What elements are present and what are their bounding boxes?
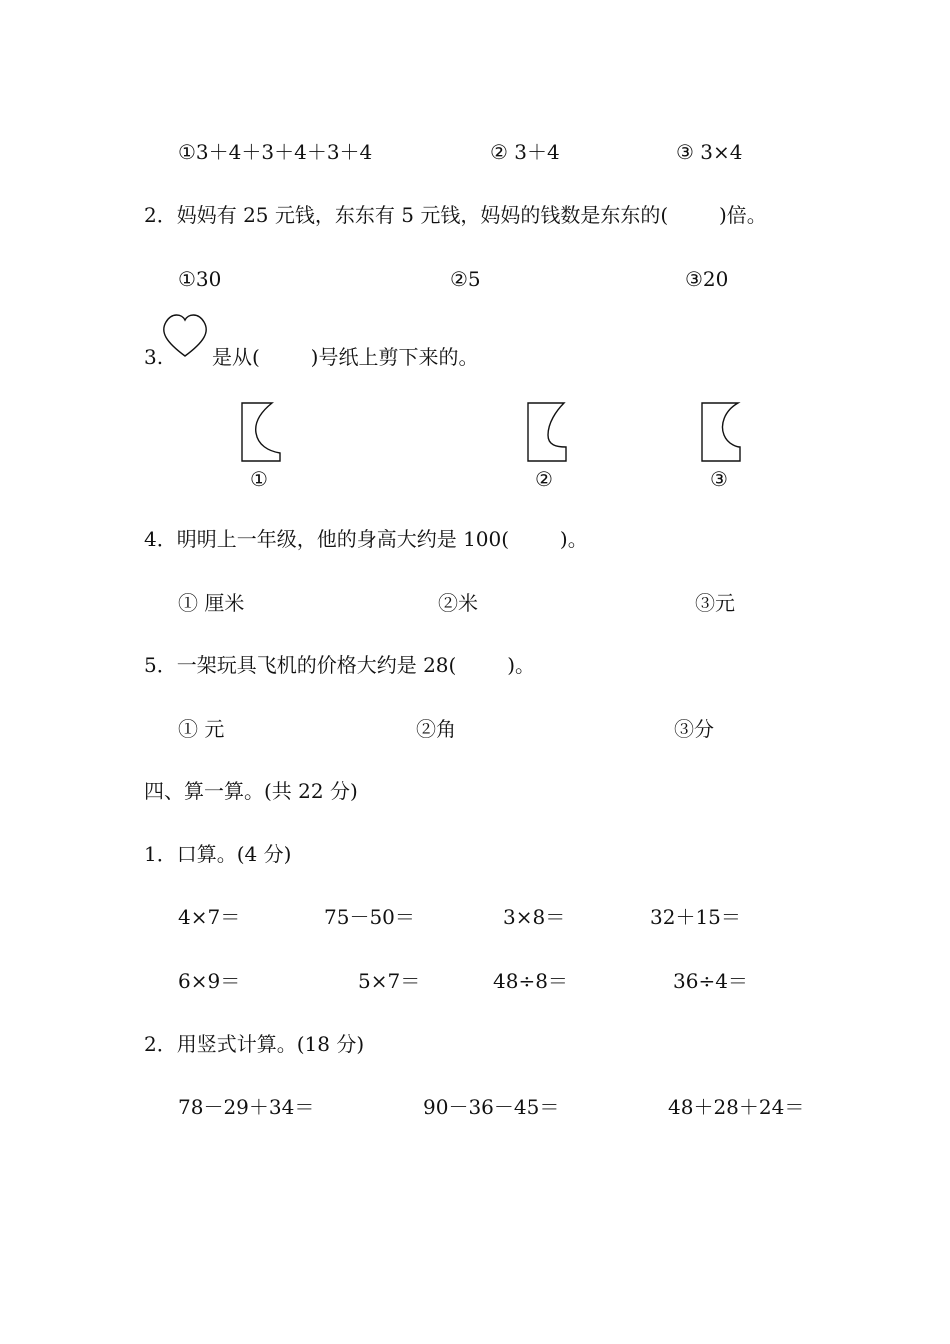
q3-figure-label-3: ③: [710, 467, 728, 491]
oral-calc-item: 4×7＝: [178, 905, 241, 929]
q4-option-2: ②米: [438, 591, 478, 615]
q3-figure-label-2: ②: [535, 467, 553, 491]
q1-option-2: ② 3＋4: [490, 140, 560, 164]
q1-option-3: ③ 3×4: [676, 140, 743, 164]
vertical-calc-item: 90－36－45＝: [423, 1095, 560, 1119]
oral-calc-item: 3×8＝: [503, 905, 566, 929]
oral-calc-item: 75－50＝: [324, 905, 415, 929]
q2-option-2: ②5: [450, 267, 481, 291]
vertical-calc-item: 78－29＋34＝: [178, 1095, 315, 1119]
q3-stem: 是从( )号纸上剪下来的。: [212, 345, 479, 369]
q5-option-2: ②角: [416, 717, 456, 741]
vertical-calc-item: 48＋28＋24＝: [668, 1095, 805, 1119]
oral-calc-item: 36÷4＝: [673, 969, 748, 993]
oral-calc-item: 32＋15＝: [650, 905, 741, 929]
q1-option-1: ①3＋4＋3＋4＋3＋4: [178, 140, 373, 164]
q2-option-3: ③20: [685, 267, 729, 291]
oral-calc-item: 48÷8＝: [493, 969, 568, 993]
q3-number: 3.: [144, 345, 164, 369]
q4-stem: 4．明明上一年级，他的身高大约是 100( )。: [144, 527, 588, 551]
q4-option-3: ③元: [695, 591, 735, 615]
heart-shape-icon: [158, 312, 212, 360]
q5-stem: 5．一架玩具飞机的价格大约是 28( )。: [144, 653, 535, 677]
q4-option-1: ① 厘米: [178, 591, 245, 615]
paper-figure-2: [526, 401, 572, 463]
oral-calc-item: 5×7＝: [358, 969, 421, 993]
q5-option-1: ① 元: [178, 717, 225, 741]
section-4-part-2-title: 2．用竖式计算。(18 分): [144, 1032, 365, 1056]
q2-stem: 2．妈妈有 25 元钱，东东有 5 元钱，妈妈的钱数是东东的( )倍。: [144, 203, 767, 227]
q3-figure-label-1: ①: [250, 467, 268, 491]
paper-figure-1: [240, 401, 286, 463]
section-4-title: 四、算一算。(共 22 分): [144, 779, 358, 803]
q5-option-3: ③分: [674, 717, 714, 741]
section-4-part-1-title: 1．口算。(4 分): [144, 842, 292, 866]
oral-calc-item: 6×9＝: [178, 969, 241, 993]
q2-option-1: ①30: [178, 267, 222, 291]
paper-figure-3: [700, 401, 746, 463]
